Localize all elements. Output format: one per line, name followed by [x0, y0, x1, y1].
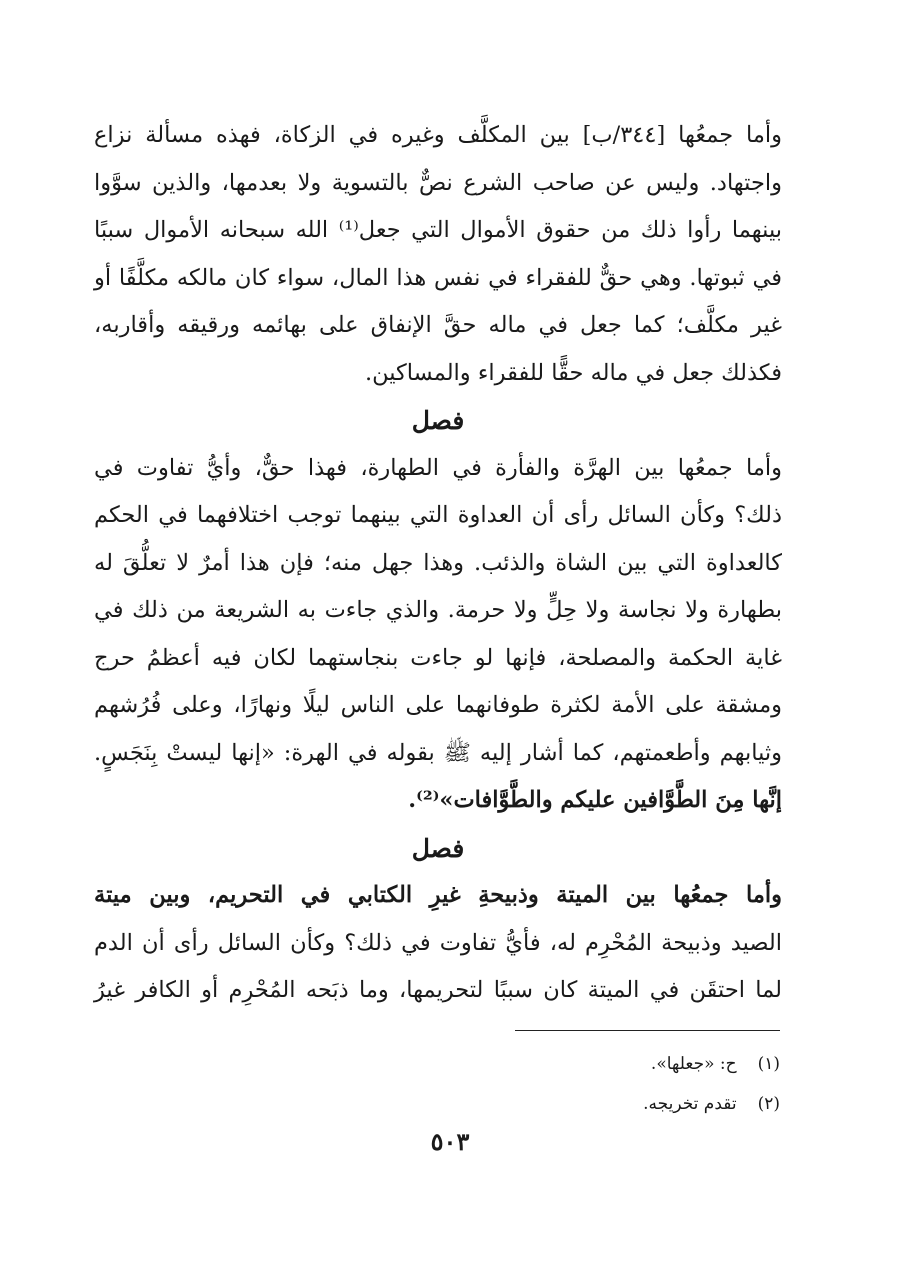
footnotes [280, 1044, 780, 1124]
footnote-number: (٢) [757, 1094, 780, 1114]
section-heading: فصل [411, 406, 465, 435]
section-heading: فصل [411, 833, 465, 863]
footnote-text: تقدم تخريجه. [643, 1094, 737, 1114]
text-line: بطهارة ولا نجاسة ولا حِلٍّ ولا حرمة. والذي جاءت به الشريعة من ذلك في [94, 597, 782, 623]
text-line: واجتهاد. وليس عن صاحب الشرع نصٌّ بالتسوية ولا بعدمها، والذين سوَّوا [94, 169, 782, 196]
footnote [280, 1084, 780, 1124]
text-line: فكذلك جعل في ماله حقًّا للفقراء والمساكين. [364, 359, 782, 386]
footnote-separator [515, 1030, 780, 1031]
footnote [280, 1044, 780, 1084]
text-line: غير مكلَّف؛ كما جعل في ماله حقَّ الإنفاق على بهائمه ورقيقه وأقاربه، [94, 312, 782, 338]
text-line: إنَّها مِنَ الطَّوَّافين عليكم والطَّوَّافات»⁽²⁾. [408, 787, 782, 813]
text-line: كالعداوة التي بين الشاة والذئب. وهذا جهل منه؛ فإن هذا أمرٌ لا تعلُّقَ له [94, 549, 782, 576]
text-line: في ثبوتها. وهي حقٌّ للفقراء في نفس هذا المال، سواء كان مالكه مكلَّفًا أو [94, 264, 782, 291]
main-text [94, 112, 782, 1015]
footnote-text: ح: «جعلها». [650, 1054, 737, 1074]
paragraph-cat-mouse [94, 445, 782, 825]
text-line: وأما جمعُها [٣٤٤/ب] بين المكلَّف وغيره في الزكاة، فهذه مسألة نزاع [94, 122, 783, 148]
footnote-number: (١) [757, 1054, 780, 1074]
text-line: وأما جمعُها بين الهرَّة والفأرة في الطهارة، فهذا حقٌّ، وأيُّ تفاوت في [94, 454, 782, 481]
text-line: وثيابهم وأطعمتهم، كما أشار إليه ﷺ بقوله في الهرة: «إنها ليستْ بِنَجَسٍ. [94, 739, 782, 766]
paragraph-carrion [94, 872, 782, 1015]
text-line: غاية الحكمة والمصلحة، فإنها لو جاءت بنجاستهما لكان فيه أعظمُ حرج [94, 644, 782, 671]
paragraph-zakat [94, 112, 782, 397]
text-line: ومشقة على الأمة لكثرة طوفانهما على الناس ليلًا ونهارًا، وعلى فُرُشهم [94, 692, 782, 718]
text-line: لما احتقَن في الميتة كان سببًا لتحريمها، وما ذبَحه المُحْرِم أو الكافر غيرُ [94, 977, 782, 1003]
text-line: بينهما رأوا ذلك من حقوق الأموال التي جعل⁽¹⁾ الله سبحانه الأموال سببًا [94, 217, 782, 243]
text-line: الصيد وذبيحة المُحْرِم له، فأيُّ تفاوت في ذلك؟ وكأن السائل رأى أن الدم [94, 929, 782, 956]
page-number: ٥٠٣ [430, 1127, 470, 1156]
text-line: ذلك؟ وكأن السائل رأى أن العداوة التي بينهما توجب اختلافهما في الحكم [94, 502, 782, 528]
text-line: وأما جمعُها بين الميتة وذبيحةِ غيرِ الكتابي في التحريم، وبين ميتة [94, 882, 782, 908]
